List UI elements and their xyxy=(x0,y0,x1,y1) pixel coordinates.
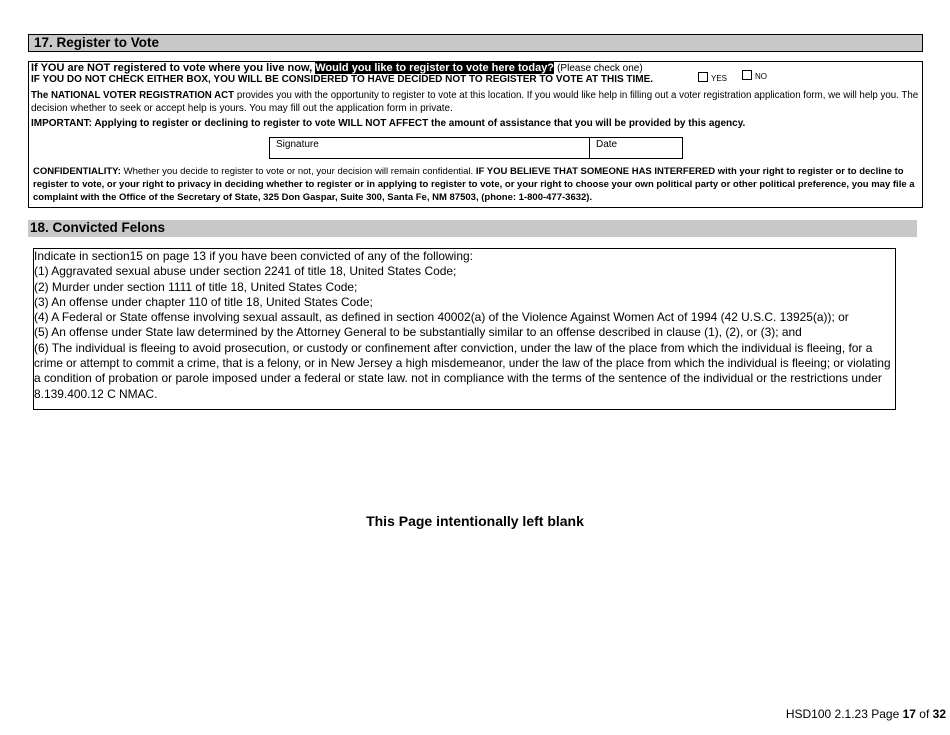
register-question-line: If YOU are NOT registered to vote where you live now, Would you like to register to vote here today? (Please check one) xyxy=(31,62,643,74)
confidentiality-text-line3: complaint with the Office of the Secretary of State, 325 Don Gaspar, Suite 300, Santa Fe, NM 87503, (phone: 1-800-477-3632). xyxy=(33,192,593,203)
felon-clause-1: (1) Aggravated sexual abuse under section 2241 of title 18, United States Code; xyxy=(34,264,457,279)
felon-clause-6: (6) The individual is fleeing to avoid prosecution, or custody or confinement after conviction, under the law of the place from which the individual is fleeing, for a xyxy=(34,340,873,355)
felon-clause-4: (4) A Federal or State offense involving sexual assault, as defined in section 40002(a) of the Violence Against Women Act of 1994 (42 U.S.C. 13925(a)); or xyxy=(34,310,849,325)
signature-date-row xyxy=(269,137,683,159)
nvra-text: The NATIONAL VOTER REGISTRATION ACT provides you with the opportunity to register to vote at this location. If you would like help in filling out a voter registration application form, we will help you. The xyxy=(31,90,919,101)
confidentiality-text: CONFIDENTIALITY: Whether you decide to register to vote or not, your decision will remain confidential. IF YOU BELIEVE THAT SOMEONE HAS INTERFERED with your right to register or to decline to xyxy=(33,166,904,177)
felon-clause-3: (3) An offense under chapter 110 of title 18, United States Code; xyxy=(34,294,373,309)
no-check-warning: IF YOU DO NOT CHECK EITHER BOX, YOU WILL BE CONSIDERED TO HAVE DECIDED NOT TO REGISTER TO VOTE AT THIS TIME. xyxy=(31,74,654,85)
no-option[interactable]: NO xyxy=(742,70,767,81)
felon-clause-6-cont: crime or attempt to commit a crime, that is a felony, or in New Jersey a high misdemeanor, under the law of the place from which the individual is fleeing; or violating xyxy=(34,356,891,371)
section-18-heading: 18. Convicted Felons xyxy=(28,220,917,237)
yes-option[interactable]: YES xyxy=(698,72,727,83)
register-to-vote-box xyxy=(28,61,923,208)
no-checkbox[interactable] xyxy=(742,70,752,80)
felon-clause-6-cont2: a condition of probation or parole imposed under a federal or state law. not in compliance with the terms of the sentence of the individual or the restrictions under xyxy=(34,371,882,386)
signature-field[interactable]: Signature xyxy=(276,139,319,150)
important-notice: IMPORTANT: Applying to register or declining to register to vote WILL NOT AFFECT the amount of assistance that you will be provided by this agency. xyxy=(31,118,746,129)
yes-checkbox[interactable] xyxy=(698,72,708,82)
nvra-text-line2: decision whether to seek or accept help is yours. You may fill out the application form in private. xyxy=(31,103,453,114)
register-question: Would you like to register to vote here today? xyxy=(315,62,555,74)
section-17-heading: 17. Register to Vote xyxy=(28,34,923,52)
blank-page-notice: This Page intentionally left blank xyxy=(366,513,584,529)
felon-intro: Indicate in section15 on page 13 if you have been convicted of any of the following: xyxy=(34,249,473,263)
felon-clause-2: (2) Murder under section 1111 of title 18, United States Code; xyxy=(34,279,358,294)
confidentiality-text-line2: register to vote, or your right to privacy in deciding whether to register or in applying to register to vote, or your right to choose your own political party or other political preference, you may file a xyxy=(33,179,915,190)
felon-rule-citation: 8.139.400.12 C NMAC. xyxy=(34,386,158,401)
felon-clause-5: (5) An offense under State law determined by the Attorney General to be substantially similar to an offense described in clause (1), (2), or (3); and xyxy=(34,325,802,340)
date-field[interactable]: Date xyxy=(589,138,617,159)
convicted-felons-box xyxy=(33,248,896,410)
page-footer: HSD100 2.1.23 Page 17 of 32 xyxy=(785,707,946,721)
